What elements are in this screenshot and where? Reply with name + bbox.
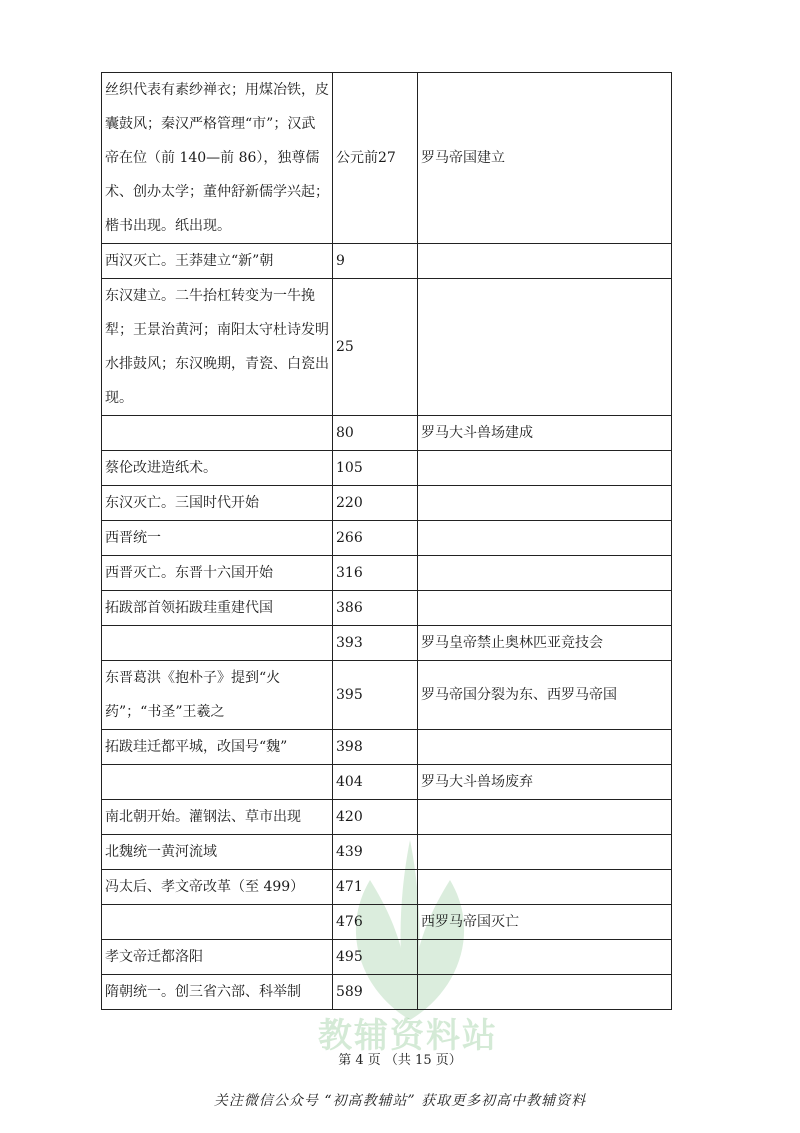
table-row bbox=[102, 800, 672, 835]
world-event-cell bbox=[418, 975, 672, 1010]
timeline-table-body bbox=[102, 73, 672, 1010]
world-event-cell bbox=[418, 556, 672, 591]
world-event-cell: 罗马皇帝禁止奥林匹亚竞技会 bbox=[418, 626, 672, 661]
year-cell: 9 bbox=[333, 244, 418, 279]
chinese-event-cell: 西晋统一 bbox=[102, 521, 333, 556]
world-event-cell bbox=[418, 521, 672, 556]
table-row bbox=[102, 556, 672, 591]
table-row bbox=[102, 765, 672, 800]
year-cell: 404 bbox=[333, 765, 418, 800]
year-cell: 471 bbox=[333, 870, 418, 905]
chinese-event-cell: 东晋葛洪《抱朴子》提到“火药”；“书圣”王羲之 bbox=[102, 661, 333, 730]
world-event-cell: 罗马大斗兽场废弃 bbox=[418, 765, 672, 800]
table-row bbox=[102, 486, 672, 521]
year-cell: 393 bbox=[333, 626, 418, 661]
world-event-cell bbox=[418, 940, 672, 975]
chinese-event-cell: 拓跋部首领拓跋珪重建代国 bbox=[102, 591, 333, 626]
table-row bbox=[102, 870, 672, 905]
chinese-event-cell: 蔡伦改进造纸术。 bbox=[102, 451, 333, 486]
table-row bbox=[102, 661, 672, 730]
world-event-cell bbox=[418, 279, 672, 416]
world-event-cell: 罗马大斗兽场建成 bbox=[418, 416, 672, 451]
year-cell: 386 bbox=[333, 591, 418, 626]
footer-note: 关注微信公众号 “初高教辅站” 获取更多初高中教辅资料 bbox=[213, 1093, 587, 1109]
world-event-cell bbox=[418, 486, 672, 521]
chinese-event-cell: 孝文帝迁都洛阳 bbox=[102, 940, 333, 975]
chinese-event-cell: 西晋灭亡。东晋十六国开始 bbox=[102, 556, 333, 591]
table-row bbox=[102, 905, 672, 940]
world-event-cell: 罗马帝国分裂为东、西罗马帝国 bbox=[418, 661, 672, 730]
chinese-event-cell: 冯太后、孝文帝改革（至 499） bbox=[102, 870, 333, 905]
year-cell: 80 bbox=[333, 416, 418, 451]
table-row bbox=[102, 730, 672, 765]
table-row bbox=[102, 521, 672, 556]
world-event-cell: 西罗马帝国灭亡 bbox=[418, 905, 672, 940]
table-row bbox=[102, 73, 672, 244]
page-number: 第 4 页 （共 15 页） bbox=[338, 1053, 462, 1068]
year-cell: 495 bbox=[333, 940, 418, 975]
chinese-event-cell: 北魏统一黄河流域 bbox=[102, 835, 333, 870]
chinese-event-cell bbox=[102, 765, 333, 800]
chinese-event-cell bbox=[102, 905, 333, 940]
table-row bbox=[102, 279, 672, 416]
year-cell: 398 bbox=[333, 730, 418, 765]
world-event-cell bbox=[418, 244, 672, 279]
table-row bbox=[102, 244, 672, 279]
year-cell: 420 bbox=[333, 800, 418, 835]
year-cell: 589 bbox=[333, 975, 418, 1010]
year-cell: 25 bbox=[333, 279, 418, 416]
chinese-event-cell bbox=[102, 626, 333, 661]
chinese-event-cell: 东汉灭亡。三国时代开始 bbox=[102, 486, 333, 521]
table-row bbox=[102, 416, 672, 451]
year-cell: 395 bbox=[333, 661, 418, 730]
world-event-cell: 罗马帝国建立 bbox=[418, 73, 672, 244]
year-cell: 316 bbox=[333, 556, 418, 591]
chinese-event-cell: 丝织代表有素纱禅衣；用煤冶铁，皮囊鼓风；秦汉严格管理“市”；汉武帝在位（前 140—前 86），独尊儒术、创办太学；董仲舒新儒学兴起；楷书出现。纸出现。 bbox=[102, 73, 333, 244]
year-cell: 105 bbox=[333, 451, 418, 486]
year-cell: 公元前27 bbox=[333, 73, 418, 244]
table-row bbox=[102, 975, 672, 1010]
year-cell: 439 bbox=[333, 835, 418, 870]
watermark-text: 教辅资料站 bbox=[318, 1016, 498, 1056]
chinese-event-cell: 拓跋珪迁都平城，改国号“魏” bbox=[102, 730, 333, 765]
chinese-event-cell: 南北朝开始。灌钢法、草市出现 bbox=[102, 800, 333, 835]
table-row bbox=[102, 451, 672, 486]
year-cell: 266 bbox=[333, 521, 418, 556]
world-event-cell bbox=[418, 870, 672, 905]
world-event-cell bbox=[418, 730, 672, 765]
world-event-cell bbox=[418, 835, 672, 870]
table-row bbox=[102, 591, 672, 626]
chinese-event-cell: 东汉建立。二牛抬杠转变为一牛挽犁；王景治黄河；南阳太守杜诗发明水排鼓风；东汉晚期，青瓷、白瓷出现。 bbox=[102, 279, 333, 416]
timeline-table bbox=[101, 72, 672, 1010]
table-row bbox=[102, 835, 672, 870]
chinese-event-cell: 西汉灭亡。王莽建立“新”朝 bbox=[102, 244, 333, 279]
world-event-cell bbox=[418, 451, 672, 486]
year-cell: 476 bbox=[333, 905, 418, 940]
year-cell: 220 bbox=[333, 486, 418, 521]
table-row bbox=[102, 626, 672, 661]
table-row bbox=[102, 940, 672, 975]
chinese-event-cell bbox=[102, 416, 333, 451]
chinese-event-cell: 隋朝统一。创三省六部、科举制 bbox=[102, 975, 333, 1010]
world-event-cell bbox=[418, 591, 672, 626]
world-event-cell bbox=[418, 800, 672, 835]
